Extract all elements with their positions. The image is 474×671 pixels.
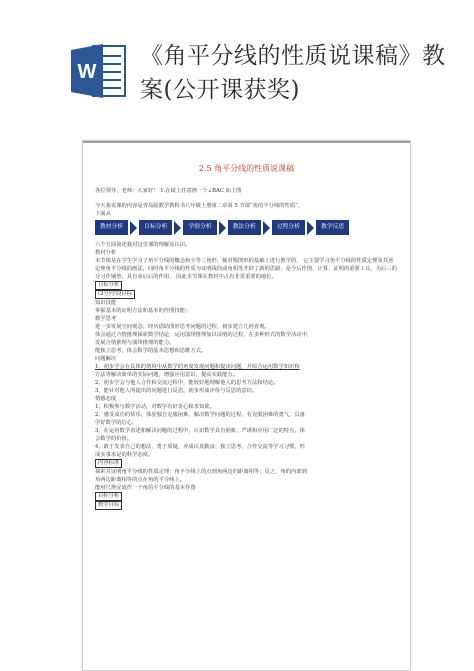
text-line: 体会通过合情推理探索数学结论，运用演绎推理加以证明的过程，在多种形式的数学活动中， (95, 332, 313, 338)
text-line: 发展合情推理与演绎推理的能力。 (95, 340, 175, 346)
flow-step: 学情分析 (183, 220, 216, 235)
arrow-right-icon (174, 221, 181, 235)
text-line: 能用尺规完成作一个角的平分线的基本作图 (95, 485, 196, 491)
section-heading: 数学思考 (95, 316, 117, 322)
text-line: 成实事求是的科学态度。 (95, 452, 154, 458)
header (0, 0, 474, 120)
section-label: 目标分析 (95, 492, 122, 501)
section-label: (2分)学段目标 (95, 290, 135, 299)
page-title-line-2: 案(公开课获奖) (140, 77, 300, 103)
section-label: 内容标准 (95, 459, 122, 468)
flow-caption: 六个方面简述我对这堂课的理解及认识。 (95, 242, 191, 248)
text-line: 掌握基本的证明方法和基本的作图技能； (95, 308, 191, 314)
flow-chart (95, 220, 398, 235)
arrow-right-icon (307, 221, 314, 235)
text-line: 1、初步学会在具体的情境中从数学的角度发现问题和提出问题，并综合运用数学知识和 (95, 364, 300, 370)
text-line: 3、在运用数学表述和解决问题的过程中，认识数学具有抽象、严谨和应用广泛的特点，体 (95, 428, 305, 434)
page-title-line-1: 《角平分线的性质说课稿》教 (140, 43, 446, 69)
text-line: 1、积极参与数学活动，对数学有好奇心和求知欲。 (95, 404, 215, 410)
paragraph: 本节课是在学生学习了角平分线的概念和全等三角形，轴对称图形的基础上进行教学的， 它主要学习角平分线的性质定理及其逆定理角平分线的画法，同时角平分线的性质为证明线段或角相等开辟了新的思路，是今后作图、计算、证明的重要工具，为后三的分习作铺垫，具有承启后的作用， 因此本节课在教材中占有非常重要的地位。 (95, 258, 397, 280)
text-line: 2、初步学会与他人合作和交流过程中，能较好地理解他人的思考方法和结论。 (95, 380, 279, 386)
text-line: 探索并证明角平分线的性质定理：角平分线上的点到角两边的距离相等；反之，角的内部到 (95, 469, 307, 475)
greeting: 各位领导，老师：大家好！ 1.在纸上任意画一个∠BAC 如上图 (95, 188, 242, 194)
flow-step: 过程分析 (272, 220, 305, 235)
document-body (95, 165, 398, 510)
document-page (82, 140, 411, 671)
arrow-right-icon (130, 221, 137, 235)
arrow-right-icon (219, 221, 226, 235)
text-line: 角两边距离相等的点在角的平分线上。 (95, 477, 186, 483)
text-line: 方法等解决简单的实际问题，增强应用意识，提高实践能力。 (95, 372, 239, 378)
section-label: 目标分析 (95, 281, 122, 290)
text-line: 学好数学的信心。 (95, 420, 138, 426)
section-heading: 问题解决 (95, 356, 117, 362)
section-label: 教学目标 (95, 501, 122, 510)
flow-step: 教材分析 (95, 220, 128, 235)
flow-step: 教法分析 (228, 220, 261, 235)
text-line: 3、能针对他人所提出的问题进行反思，初步形成评价与反思的意识。 (95, 388, 258, 394)
text-line: 2、感受成功的快乐，体验独自克服困难，解决数学问题的过程，有克服困难的勇气，具备 (95, 412, 305, 418)
svg-text:W: W (77, 61, 97, 83)
word-doc-icon (71, 44, 127, 98)
text-line: 会数学的价值。 (95, 436, 133, 442)
flow-step: 目标分析 (139, 220, 172, 235)
flow-step: 教学反思 (316, 220, 349, 235)
text-line: 4、敢于发表自己的想法、勇于质疑，养成认真勤奋、独立思考、合作交流等学习习惯，形 (95, 444, 305, 450)
section-heading: 教材分析 (95, 250, 117, 256)
lead-line-2: 下面从 (95, 211, 111, 217)
section-heading: 知识技能 (95, 300, 117, 306)
lead-line: 今天我说课的内容是青岛版数学教科书八年级上册第二章第 5 节课“角的平分线的性质”， (95, 203, 304, 209)
document-title: 2.5 角平分线的性质说课稿 (198, 164, 295, 173)
section-heading: 情感态度 (95, 396, 117, 402)
text-line: 进一步发展空间观念；经历借助图形思考问题的过程，初步建立几何直观。 (95, 324, 270, 330)
page-top-rule (83, 141, 410, 143)
text-line: 能独立思考，体会数学的基本思想和思维方式。 (95, 348, 207, 354)
arrow-right-icon (263, 221, 270, 235)
